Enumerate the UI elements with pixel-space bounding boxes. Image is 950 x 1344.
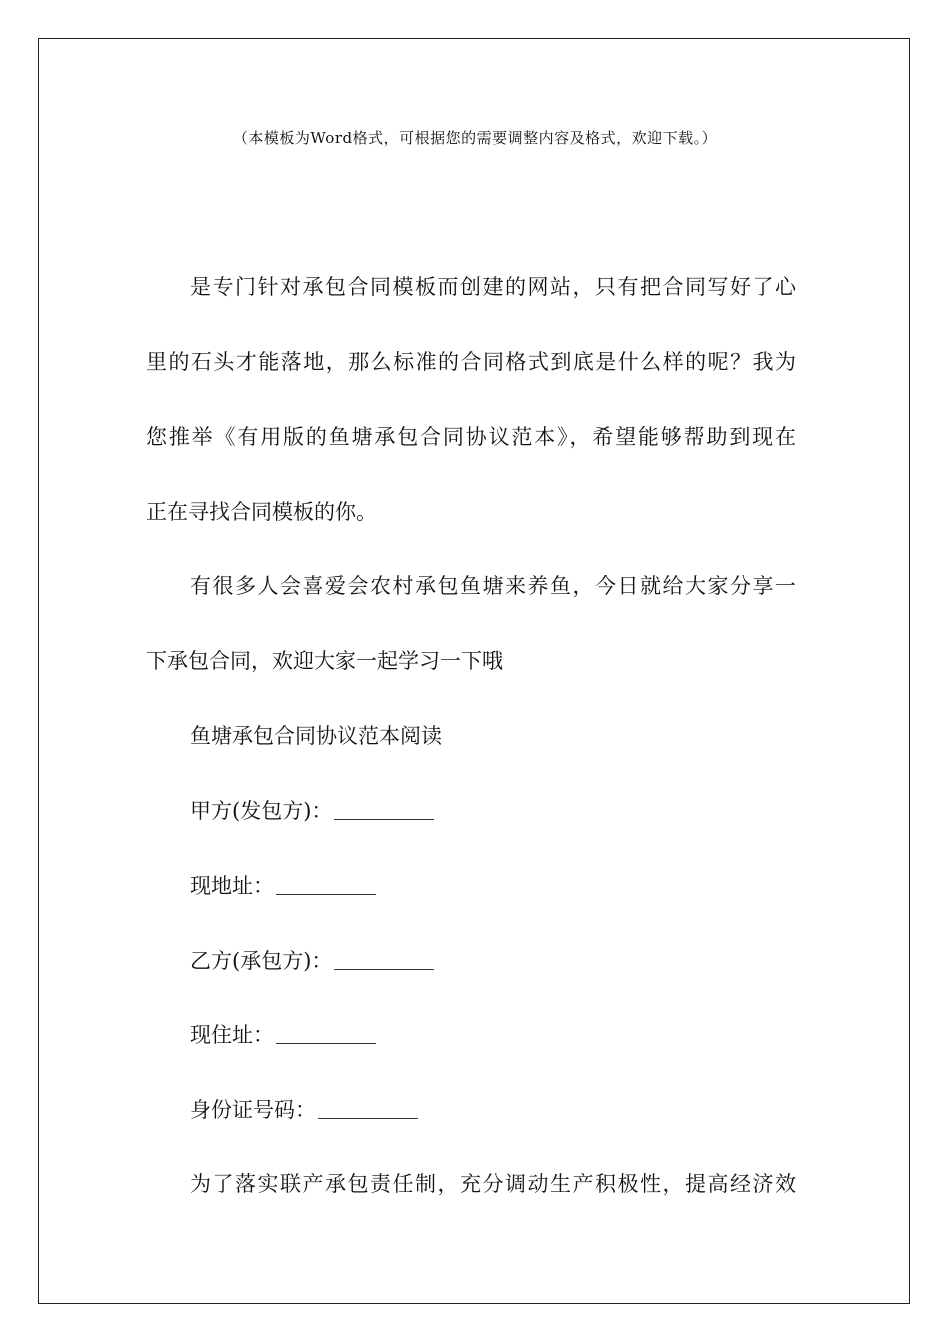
intro-line-2: 里的石头才能落地，那么标准的合同格式到底是什么样的呢？我为: [146, 350, 796, 374]
intro-line-3: 您推举《有用版的鱼塘承包合同协议范本》，希望能够帮助到现在: [146, 425, 796, 449]
intro-line-1: 是专门针对承包合同模板而创建的网站，只有把合同写好了心: [190, 275, 796, 299]
id-number-label: 身份证号码：: [190, 1098, 316, 1122]
party-a-label: 甲方(发包方)：: [190, 799, 333, 823]
id-number-field: [190, 1095, 796, 1125]
party-b-label: 乙方(承包方)：: [190, 949, 333, 973]
party-a-field: [190, 796, 796, 826]
address-b-blank: [276, 1023, 376, 1044]
party-b-field: [190, 946, 796, 976]
id-number-blank: [318, 1098, 418, 1119]
party-a-blank: [334, 799, 434, 820]
template-notice: （本模板为Word格式，可根据您的需要调整内容及格式，欢迎下载。）: [232, 129, 718, 147]
para3-line-1: 为了落实联产承包责任制，充分调动生产积极性，提高经济效: [190, 1172, 796, 1196]
contract-title: 鱼塘承包合同协议范本阅读: [190, 724, 442, 748]
address-a-label: 现地址：: [190, 874, 274, 898]
address-a-blank: [276, 874, 376, 895]
para2-line-1: 有很多人会喜爱会农村承包鱼塘来养鱼，今日就给大家分享一: [190, 574, 796, 598]
intro-line-4: 正在寻找合同模板的你。: [146, 500, 377, 524]
address-b-label: 现住址：: [190, 1023, 274, 1047]
address-a-field: [190, 871, 796, 901]
para2-line-2: 下承包合同，欢迎大家一起学习一下哦: [146, 649, 503, 673]
party-b-blank: [334, 949, 434, 970]
address-b-field: [190, 1020, 796, 1050]
